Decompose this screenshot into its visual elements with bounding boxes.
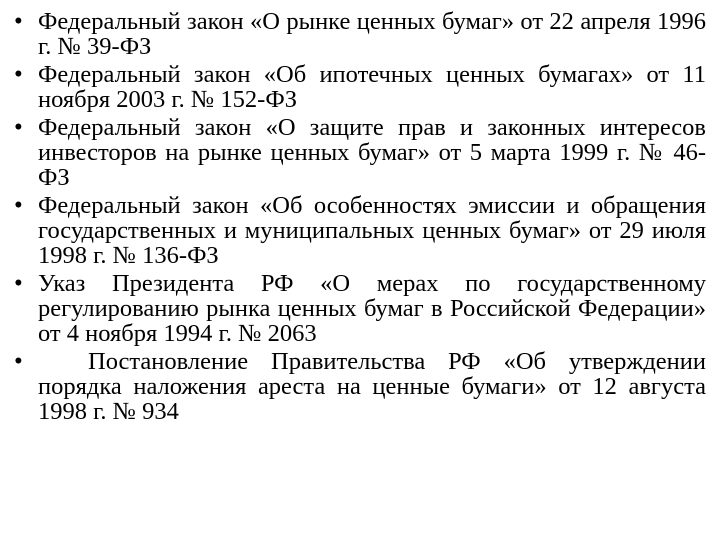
bullet-icon: • xyxy=(14,61,23,88)
list-item xyxy=(14,115,706,190)
list-item xyxy=(14,62,706,112)
bullet-icon: • xyxy=(14,114,23,141)
bullet-icon: • xyxy=(14,192,23,219)
list-item xyxy=(14,271,706,346)
list-item xyxy=(14,349,706,424)
bullet-icon: • xyxy=(14,8,23,35)
list-item-text: Указ Президента РФ «О мерах по государственному регулированию рынка ценных бумаг в Российской Федерации» от 4 ноября 1994 г. № 2063 xyxy=(38,270,706,347)
legal-acts-list xyxy=(14,9,706,424)
bullet-icon: • xyxy=(14,270,23,297)
list-item xyxy=(14,193,706,268)
list-item-text: Постановление Правительства РФ «Об утверждении порядка наложения ареста на ценные бумаги» от 12 августа 1998 г. № 934 xyxy=(38,348,706,425)
list-item-text: Федеральный закон «Об особенностях эмиссии и обращения государственных и муниципальных ценных бумаг» от 29 июля 1998 г. № 136-ФЗ xyxy=(38,192,706,269)
bullet-icon: • xyxy=(14,348,23,375)
list-item-text: Федеральный закон «Об ипотечных ценных бумагах» от 11 ноября 2003 г. № 152-ФЗ xyxy=(38,61,706,113)
list-item xyxy=(14,9,706,59)
list-item-text: Федеральный закон «О рынке ценных бумаг» от 22 апреля 1996 г. № 39-ФЗ xyxy=(38,8,706,60)
list-item-text: Федеральный закон «О защите прав и законных интересов инвесторов на рынке ценных бумаг» от 5 марта 1999 г. № 46-ФЗ xyxy=(38,114,706,191)
